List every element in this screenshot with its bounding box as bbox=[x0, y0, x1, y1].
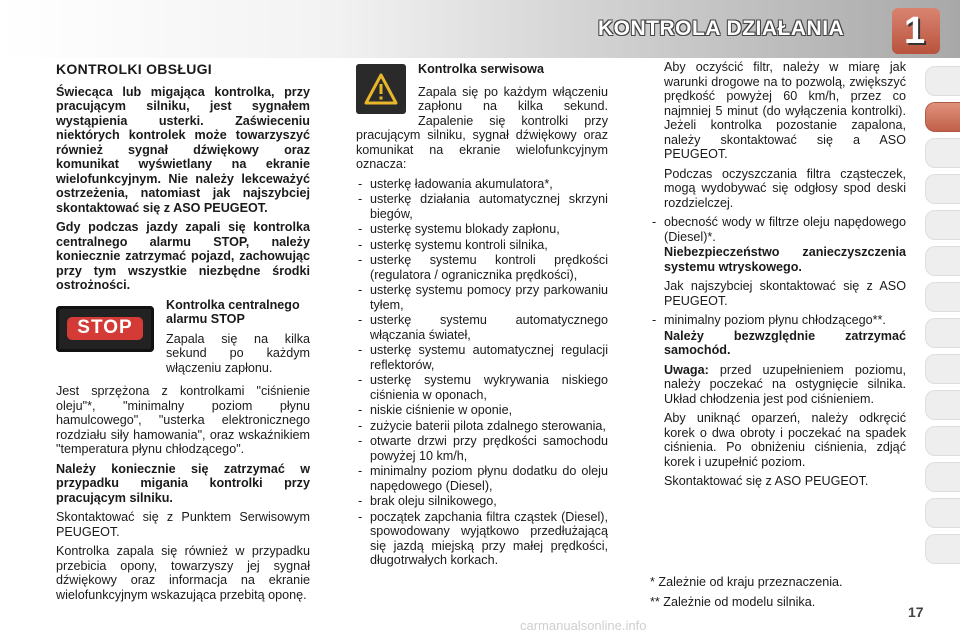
chapter-title: KONTROLA DZIAŁANIA bbox=[598, 17, 845, 40]
list-item: - usterkę ładowania akumulatora*, bbox=[356, 177, 608, 192]
list-item: - usterkę systemu kontroli prędkości (regulatora / ogranicznika prędkości), bbox=[356, 253, 608, 282]
side-tab-5[interactable] bbox=[925, 210, 960, 240]
list-item: - usterkę systemu pomocy przy parkowaniu tyłem, bbox=[356, 283, 608, 312]
list-item: - obecność wody w filtrze oleju napędowego (Diesel)*. bbox=[650, 215, 906, 244]
side-tab-11[interactable] bbox=[925, 426, 960, 456]
page-number: 17 bbox=[908, 604, 924, 620]
side-tab-3[interactable] bbox=[925, 138, 960, 168]
column-3 bbox=[650, 60, 906, 494]
list-item: - minimalny poziom płynu dodatku do oleju napędowego (Diesel), bbox=[356, 464, 608, 493]
list-item: - brak oleju silnikowego, bbox=[356, 494, 608, 509]
coolant-stop: Należy bezwzględnie zatrzymać samochód. bbox=[664, 328, 906, 357]
list-item: - usterkę systemu wykrywania niskiego ciśnienia w oponach, bbox=[356, 373, 608, 402]
side-tab-12[interactable] bbox=[925, 462, 960, 492]
service-lamp-desc: Zapala się po każdym włączeniu zapłonu na kilka sekund. Zapalenie się kontrolki przy pracującym silniku, sygnał dźwiękowy oraz komunikat na ekranie wielofunkcyjnym oznacza: bbox=[356, 84, 608, 171]
side-tab-13[interactable] bbox=[925, 498, 960, 528]
footnote-1: * Zależnie od kraju przeznaczenia. bbox=[650, 575, 843, 589]
column-2 bbox=[356, 60, 608, 569]
water-contact: Jak najszybciej skontaktować się z ASO PEUGEOT. bbox=[664, 279, 906, 308]
column-1 bbox=[56, 60, 310, 607]
list-item: - minimalny poziom płynu chłodzącego**. bbox=[650, 313, 906, 328]
side-tabs bbox=[925, 66, 960, 570]
caution-text: przed uzupełnieniem poziomu, należy poczekać na ostygnięcie silnika. Układ chłodzenia jest pod ciśnieniem. bbox=[664, 362, 906, 406]
list-item: - początek zapchania filtra cząstek (Diesel), spowodowany wyjątkowo przedłużającą się jazdą miejską przy małej prędkości, długotrwałych korkach. bbox=[356, 510, 608, 568]
coolant-contact: Skontaktować się z ASO PEUGEOT. bbox=[664, 474, 869, 488]
col3-list-coolant bbox=[650, 313, 906, 328]
coolant-caution bbox=[664, 363, 906, 407]
stop-lamp-desc: Zapala się na kilka sekund po każdym włączeniu zapłonu. bbox=[166, 331, 310, 375]
list-item: - niskie ciśnienie w oponie, bbox=[356, 403, 608, 418]
intro-warning: Świecąca lub migająca kontrolka, przy pracującym silniku, jest sygnałem wystąpienia usterki. Zaświeceniu niektórych kontrolek może towarzyszyć również sygnał dźwiękowy oraz komunikat wyświetlany na ekranie wielofunkcyjnym. Nie należy lekceważyć ostrzeżenia, natomiast jak najszybciej skontaktować się z ASO PEUGEOT. bbox=[56, 84, 310, 215]
stop-instruction: Gdy podczas jazdy zapali się kontrolka centralnego alarmu STOP, należy koniecznie zatrzymać pojazd, zachowując przy tym wszystkie niezbędne środki ostrożności. bbox=[56, 220, 310, 292]
stop-lamp-title: Kontrolka centralnego alarmu STOP bbox=[166, 297, 300, 326]
footnotes bbox=[650, 572, 910, 612]
section-heading: KONTROLKI OBSŁUGI bbox=[56, 61, 212, 77]
stop-puncture-info: Kontrolka zapala się również w przypadku przebicia opony, towarzyszy jej sygnał dźwiękowy oraz informacja na ekranie wielofunkcyjnym wskazująca przebitą oponę. bbox=[56, 544, 310, 602]
stop-linked-lamps: Jest sprzężona z kontrolkami "ciśnienie oleju"*, "minimalny poziom płynu hamulcowego", "usterka elektronicznego rozdziału siły hamowania", oraz wskaźnikiem "temperatura płynu chłodzącego". bbox=[56, 384, 310, 456]
side-tab-1[interactable] bbox=[925, 66, 960, 96]
watermark: carmanualsonline.info bbox=[520, 618, 647, 633]
stop-icon-label: STOP bbox=[67, 317, 142, 340]
stop-lamp-block bbox=[56, 298, 310, 381]
water-danger: Niebezpieczeństwo zanieczyszczenia systemu wtryskowego. bbox=[664, 245, 906, 274]
caution-label: Uwaga: bbox=[664, 362, 709, 377]
list-item: - otwarte drzwi przy prędkości samochodu powyżej 10 km/h, bbox=[356, 434, 608, 463]
col3-list-water bbox=[650, 215, 906, 244]
chapter-number: 1 bbox=[904, 10, 926, 52]
filter-cleaning-text: Aby oczyścić filtr, należy w miarę jak warunki drogowe na to pozwolą, zwiększyć prędkość powyżej 60 km/h, przez co najmniej 5 minut (do wyłączenia kontrolki). Jeżeli kontrolka pozostanie zapalona, należy skontaktować się a ASO PEUGEOT. bbox=[664, 60, 906, 161]
side-tab-4[interactable] bbox=[925, 174, 960, 204]
list-item: - usterkę systemu kontroli silnika, bbox=[356, 238, 608, 253]
list-item: - zużycie baterii pilota zdalnego sterowania, bbox=[356, 419, 608, 434]
list-item: - usterkę systemu automatycznego włączania świateł, bbox=[356, 313, 608, 342]
coolant-burn-warning: Aby uniknąć oparzeń, należy odkręcić korek o dwa obroty i poczekać na spadek ciśnienia. Po obniżeniu ciśnienia, zdjąć korek i uzupełnić poziom. bbox=[664, 411, 906, 469]
service-fault-list bbox=[356, 177, 608, 568]
stop-contact: Skontaktować się z Punktem Serwisowym PEUGEOT. bbox=[56, 510, 310, 539]
stop-blink-warning: Należy koniecznie się zatrzymać w przypadku migania kontrolki przy pracującym silniku. bbox=[56, 461, 310, 505]
side-tab-14[interactable] bbox=[925, 534, 960, 564]
list-item: - usterkę systemu automatycznej regulacji reflektorów, bbox=[356, 343, 608, 372]
service-lamp-title: Kontrolka serwisowa bbox=[418, 62, 544, 76]
side-tab-6[interactable] bbox=[925, 246, 960, 276]
side-tab-active[interactable] bbox=[925, 102, 960, 132]
filter-noise-text: Podczas oczyszczania filtra cząsteczek, mogą wydobywać się odgłosy spod deski rozdzielczej. bbox=[664, 166, 906, 210]
side-tab-8[interactable] bbox=[925, 318, 960, 348]
side-tab-10[interactable] bbox=[925, 390, 960, 420]
list-item: - usterkę działania automatycznej skrzyni biegów, bbox=[356, 192, 608, 221]
list-item: - usterkę systemu blokady zapłonu, bbox=[356, 222, 608, 237]
footnote-2: ** Zależnie od modelu silnika. bbox=[650, 595, 816, 609]
stop-warning-icon bbox=[56, 306, 154, 352]
side-tab-9[interactable] bbox=[925, 354, 960, 384]
side-tab-7[interactable] bbox=[925, 282, 960, 312]
service-warning-triangle-icon bbox=[356, 64, 406, 114]
